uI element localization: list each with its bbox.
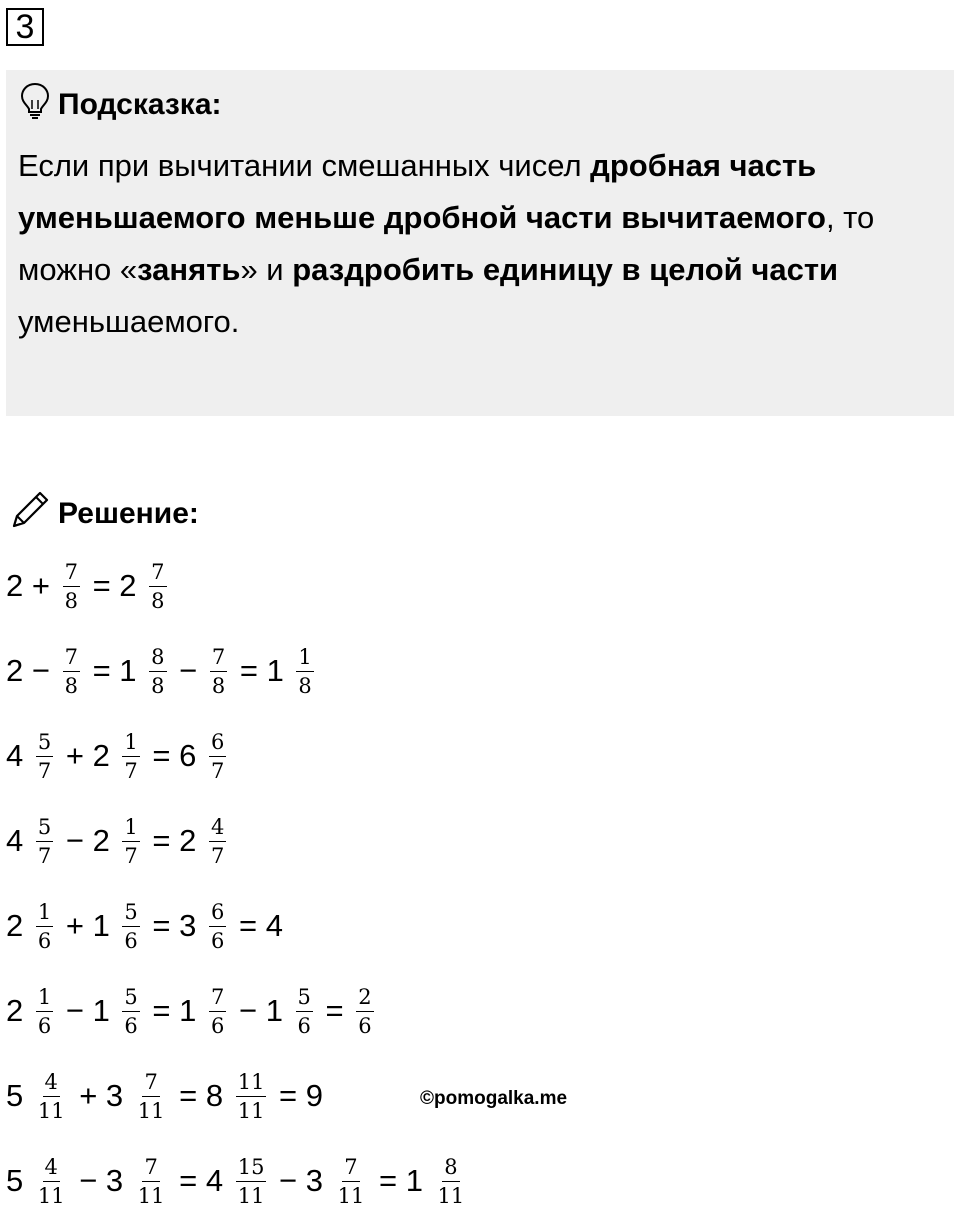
fraction-denominator: 11 (37, 1183, 65, 1208)
hint-header (20, 82, 222, 128)
fraction (209, 815, 226, 868)
fraction-denominator: 11 (237, 1183, 265, 1208)
equation-text: − 1 (230, 993, 292, 1028)
fraction (122, 985, 139, 1038)
fraction (136, 1155, 167, 1208)
equation-text: = 1 (83, 653, 146, 688)
fraction-numerator: 1 (36, 900, 53, 927)
equation-text: = 2 (83, 568, 146, 603)
fraction-denominator: 7 (124, 758, 138, 783)
fraction-numerator: 8 (149, 645, 166, 672)
hint-text-segment: Если при вычитании смешанных чисел (18, 148, 591, 183)
fraction (209, 730, 226, 783)
fraction (122, 900, 139, 953)
fraction (63, 560, 80, 613)
fraction-denominator: 6 (297, 1013, 311, 1038)
equation-text: − 1 (57, 993, 119, 1028)
fraction (122, 815, 139, 868)
hint-text-segment: уменьшаемого. (18, 304, 240, 339)
equation-row (6, 1146, 470, 1216)
fraction-numerator: 7 (142, 1155, 159, 1182)
fraction (436, 1155, 467, 1208)
equation-text: 5 (6, 1078, 32, 1113)
fraction (236, 1070, 267, 1123)
solution-title: Решение: (58, 497, 199, 530)
fraction-numerator: 4 (209, 815, 226, 842)
pencil-icon (8, 488, 52, 540)
equation-text: − (170, 653, 206, 688)
fraction-denominator: 11 (137, 1098, 165, 1123)
watermark: ©pomogalka.me (420, 1088, 568, 1109)
fraction-numerator: 7 (63, 645, 80, 672)
equation-text: = 4 (230, 908, 283, 943)
fraction-numerator: 7 (209, 985, 226, 1012)
fraction-numerator: 6 (209, 730, 226, 757)
hint-text-bold: занять (137, 252, 241, 287)
equation-text: = 4 (170, 1163, 232, 1198)
equation-text: = (316, 993, 353, 1028)
hint-text-segment: » и (240, 252, 293, 287)
fraction (63, 645, 80, 698)
fraction-numerator: 1 (296, 645, 313, 672)
fraction-numerator: 1 (122, 815, 139, 842)
equation-text: = 3 (143, 908, 205, 943)
fraction-denominator: 8 (64, 588, 78, 613)
equation-text: − 3 (270, 1163, 332, 1198)
fraction-numerator: 8 (442, 1155, 459, 1182)
fraction (36, 815, 53, 868)
fraction-numerator: 5 (122, 900, 139, 927)
hint-title: Подсказка: (58, 88, 222, 121)
hint-text-bold: дробная часть уменьшаемого меньше дробной части вычитаемого (18, 148, 826, 235)
equation-text: = 1 (231, 653, 293, 688)
equation-text: 2 (6, 993, 32, 1028)
fraction-numerator: 5 (36, 815, 53, 842)
fraction-numerator: 7 (142, 1070, 159, 1097)
equation-text: + 2 (57, 738, 119, 773)
fraction-numerator: 7 (149, 560, 166, 587)
fraction (36, 1155, 67, 1208)
fraction (36, 730, 53, 783)
equation-text: 2 (6, 908, 32, 943)
fraction (210, 645, 227, 698)
fraction-denominator: 7 (210, 843, 225, 868)
fraction-numerator: 4 (43, 1070, 60, 1097)
fraction-denominator: 7 (37, 758, 52, 783)
fraction-numerator: 11 (236, 1070, 267, 1097)
fraction-numerator: 1 (122, 730, 139, 757)
fraction-denominator: 6 (210, 1013, 225, 1038)
fraction-denominator: 8 (298, 673, 312, 698)
equation-text: = 6 (143, 738, 205, 773)
equation-row (6, 891, 283, 961)
fraction-denominator: 6 (358, 1013, 372, 1038)
fraction (36, 1070, 67, 1123)
fraction (356, 985, 373, 1038)
fraction-numerator: 15 (236, 1155, 267, 1182)
fraction-denominator: 8 (64, 673, 78, 698)
equation-text: = 1 (143, 993, 205, 1028)
equation-row (6, 636, 318, 706)
lightbulb-icon (20, 82, 50, 128)
equation-row (6, 1061, 323, 1131)
fraction-numerator: 4 (43, 1155, 60, 1182)
equation-text: − 2 (57, 823, 119, 858)
fraction-denominator: 6 (210, 928, 225, 953)
fraction-denominator: 8 (211, 673, 226, 698)
fraction-denominator: 11 (37, 1098, 65, 1123)
equation-text: = 1 (370, 1163, 432, 1198)
fraction-denominator: 6 (37, 1013, 52, 1038)
equation-row (6, 976, 378, 1046)
fraction (36, 900, 53, 953)
fraction-denominator: 6 (124, 1013, 138, 1038)
solution-header (8, 488, 199, 540)
fraction-numerator: 7 (63, 560, 80, 587)
equation-text: 5 (6, 1163, 32, 1198)
fraction-numerator: 7 (342, 1155, 359, 1182)
fraction-numerator: 5 (36, 730, 53, 757)
fraction (209, 985, 226, 1038)
fraction-numerator: 6 (209, 900, 226, 927)
fraction-denominator: 7 (210, 758, 225, 783)
equation-text: 2 + (6, 568, 59, 603)
equation-text: 4 (6, 738, 32, 773)
fraction-denominator: 6 (124, 928, 138, 953)
fraction-denominator: 7 (124, 843, 138, 868)
fraction (296, 985, 313, 1038)
equation-text: = 2 (143, 823, 205, 858)
equation-text: = 8 (170, 1078, 232, 1113)
fraction-numerator: 5 (122, 985, 139, 1012)
equation-row (6, 551, 171, 621)
equation-text: 2 − (6, 653, 59, 688)
equation-text: + 3 (70, 1078, 132, 1113)
fraction (136, 1070, 167, 1123)
fraction-denominator: 11 (137, 1183, 165, 1208)
fraction-denominator: 7 (37, 843, 52, 868)
equation-row (6, 721, 230, 791)
fraction-numerator: 2 (356, 985, 373, 1012)
fraction (296, 645, 313, 698)
fraction-denominator: 8 (151, 673, 165, 698)
fraction-denominator: 11 (437, 1183, 465, 1208)
fraction (209, 900, 226, 953)
fraction (122, 730, 139, 783)
fraction (149, 560, 166, 613)
fraction-numerator: 5 (296, 985, 313, 1012)
equation-text: 4 (6, 823, 32, 858)
equation-text: + 1 (57, 908, 119, 943)
task-number: 3 (6, 8, 44, 46)
fraction (336, 1155, 367, 1208)
equation-text: − 3 (70, 1163, 132, 1198)
fraction (149, 645, 166, 698)
equation-text: = 9 (270, 1078, 324, 1113)
fraction (236, 1155, 267, 1208)
hint-text-segment: , то можно « (18, 200, 875, 287)
fraction-denominator: 11 (237, 1098, 265, 1123)
fraction-denominator: 11 (337, 1183, 365, 1208)
fraction-denominator: 8 (151, 588, 165, 613)
fraction-numerator: 1 (36, 985, 53, 1012)
equation-row (6, 806, 230, 876)
hint-text-bold: раздробить единицу в целой части (292, 252, 839, 287)
fraction (36, 985, 53, 1038)
fraction-numerator: 7 (210, 645, 227, 672)
fraction-denominator: 6 (37, 928, 52, 953)
hint-text (18, 140, 938, 348)
